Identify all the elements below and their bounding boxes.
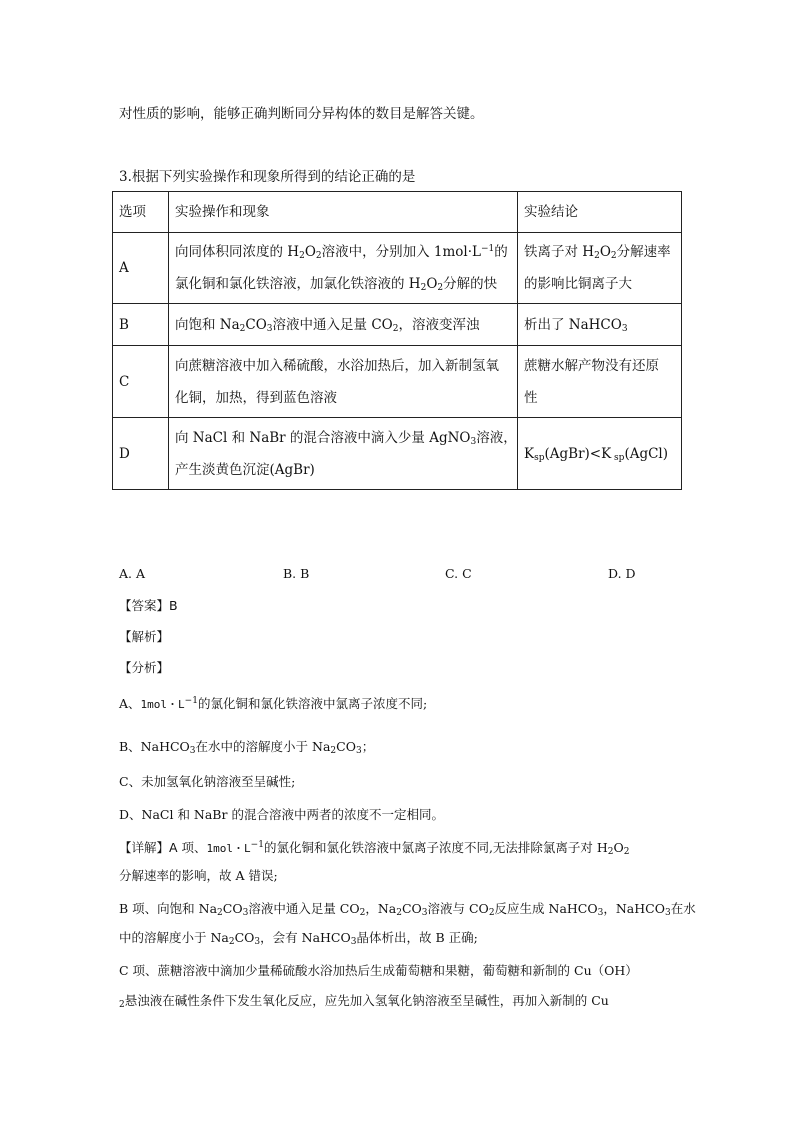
analysis-label: 【解析】 — [119, 629, 170, 644]
row-option: C — [113, 346, 169, 418]
table-row — [113, 418, 682, 490]
experiment-table — [112, 191, 682, 490]
analysis-line-d: D、NaCl 和 NaBr 的混合溶液中两者的浓度不一定相同。 — [119, 807, 444, 822]
detail-line-1: 【详解】A 项、1mol・$L^{-1}$的氯化铜和氯化铁溶液中氯离子浓度不同,无法排除氯离子对 $H_2O_2$ — [119, 840, 630, 857]
detail-line-3: B 项、向饱和 $Na_2CO_3$溶液中通入足量 $CO_2$，$Na_2CO_3$溶液与 $CO_2$反应生成 NaHCO$_3$，NaHCO$_3$在水 — [119, 901, 696, 918]
row-conclusion: $K_{sp}(AgBr)<K$ $_{sp}$(AgCl) — [518, 418, 682, 490]
option-b: B. B — [283, 566, 310, 581]
row-conclusion: 铁离子对 $H_2O_2$分解速率 的影响比铜离子大 — [518, 233, 682, 304]
row-option: D — [113, 418, 169, 490]
option-c: C. C — [445, 566, 472, 581]
question-title: 3.根据下列实验操作和现象所得到的结论正确的是 — [119, 169, 416, 185]
detail-line-2: 分解速率的影响，故 A 错误; — [119, 868, 278, 883]
option-d: D. D — [608, 566, 636, 581]
header-operation: 实验操作和现象 — [169, 192, 518, 233]
row-option: A — [113, 233, 169, 304]
row-conclusion: 析出了 NaHCO$_3$ — [518, 304, 682, 346]
table-row — [113, 346, 682, 418]
fenxi-label: 【分析】 — [119, 660, 170, 675]
row-operation: 向蔗糖溶液中加入稀硫酸，水浴加热后，加入新制氢氧 化铜，加热，得到蓝色溶液 — [169, 346, 518, 418]
header-option: 选项 — [113, 192, 169, 233]
row-operation: 向同体积同浓度的 $H_2O_2$溶液中，分别加入 $1mol\cdot L^{-1}$的 氯化铜和氯化铁溶液，加氯化铁溶液的 $H_2O_2$分解的快 — [169, 233, 518, 304]
row-operation: 向 NaCl 和 NaBr 的混合溶液中滴入少量 AgNO$_3$溶液， 产生淡黄色沉淀(AgBr) — [169, 418, 518, 490]
row-conclusion: 蔗糖水解产物没有还原 性 — [518, 346, 682, 418]
analysis-line-a: A、1mol・$L^{-1}$的氯化铜和氯化铁溶液中氯离子浓度不同; — [119, 696, 428, 711]
header-conclusion: 实验结论 — [518, 192, 682, 233]
table-row — [113, 304, 682, 346]
option-a: A. A — [119, 566, 146, 581]
answer-label: 【答案】B — [119, 598, 178, 613]
intro-line: 对性质的影响，能够正确判断同分异构体的数目是解答关键。 — [119, 106, 484, 122]
detail-line-6: $_2$悬浊液在碱性条件下发生氧化反应，应先加入氢氧化钠溶液至呈碱性，再加入新制的 Cu — [119, 993, 609, 1010]
detail-line-4: 中的溶解度小于 $Na_2CO_3$，会有 NaHCO$_3$晶体析出，故 B 正确; — [119, 930, 478, 947]
row-operation: 向饱和 $Na_2CO_3$溶液中通入足量 $CO_2$，溶液变浑浊 — [169, 304, 518, 346]
detail-line-5: C 项、蔗糖溶液中滴加少量稀硫酸水浴加热后生成葡萄糖和果糖，葡萄糖和新制的 Cu（OH） — [119, 963, 638, 978]
analysis-line-b: B、NaHCO$_3$在水中的溶解度小于 $Na_2CO_3$； — [119, 739, 375, 756]
table-row — [113, 233, 682, 304]
table-header-row — [113, 192, 682, 233]
analysis-line-c: C、未加氢氧化钠溶液至呈碱性; — [119, 774, 296, 789]
row-option: B — [113, 304, 169, 346]
